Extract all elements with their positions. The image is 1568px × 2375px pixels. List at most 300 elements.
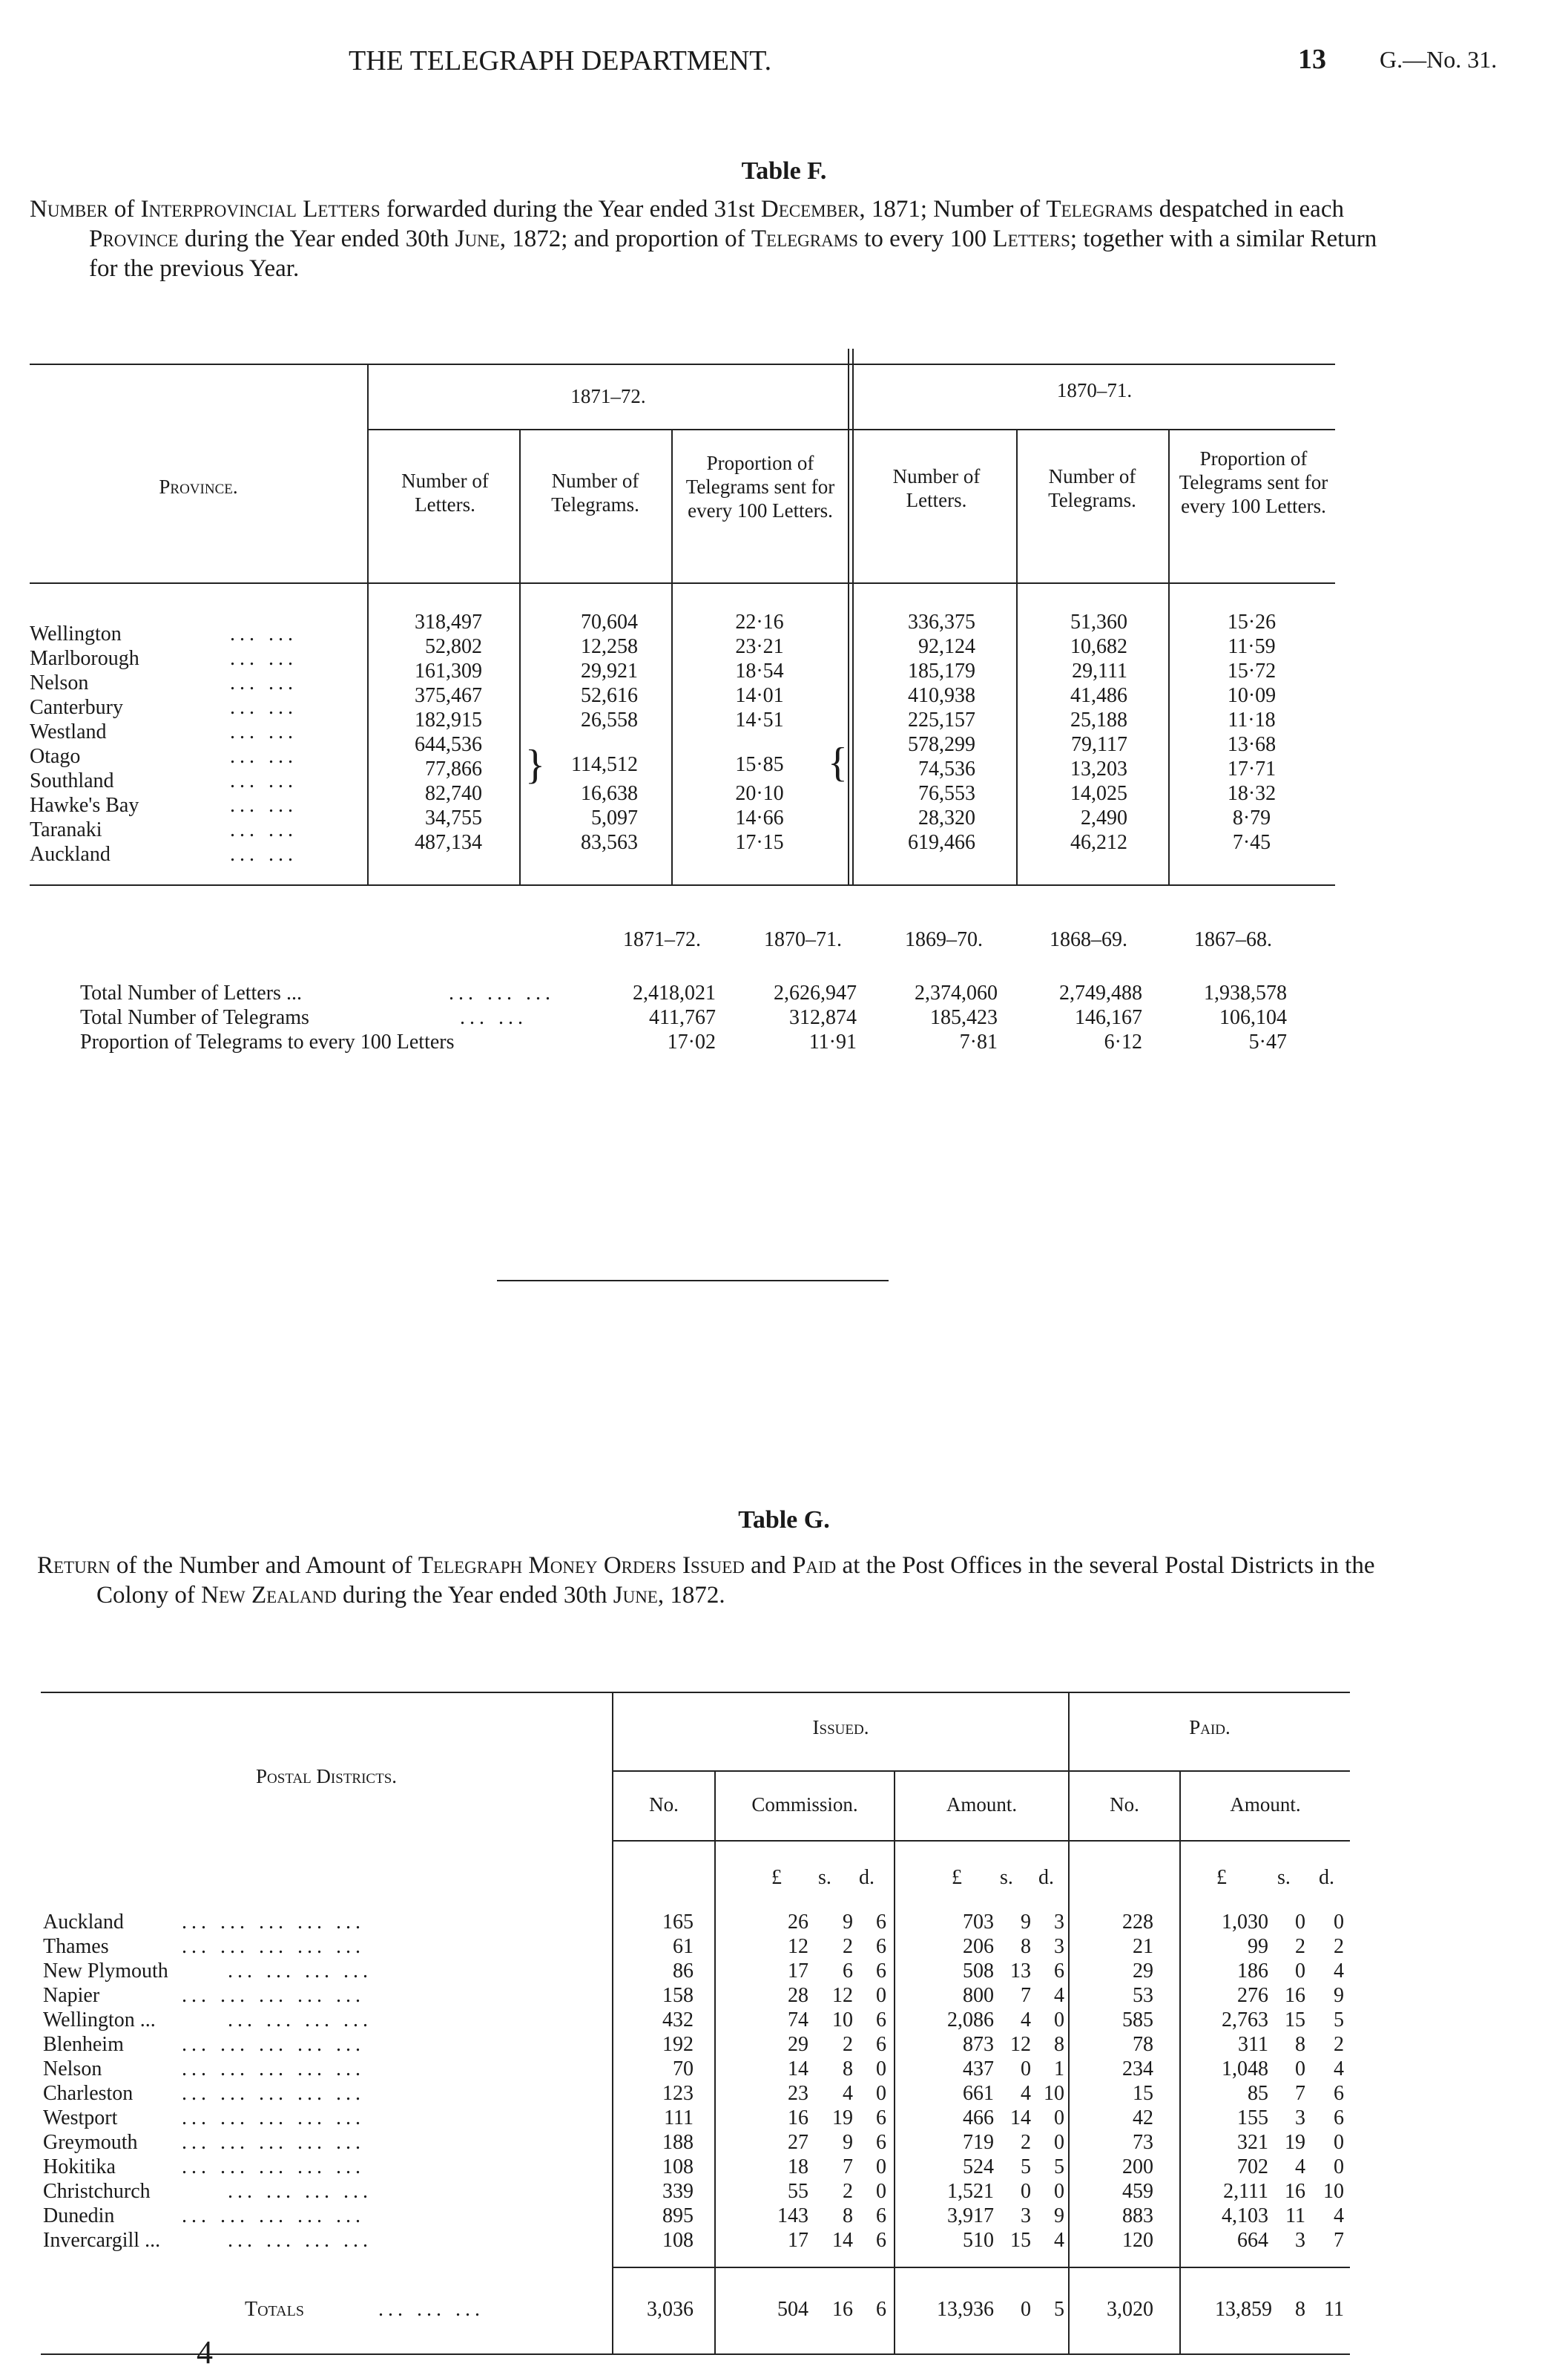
letters-1870-71-cell: 225,157 xyxy=(908,709,975,732)
paid-amount-pounds-cell: 702 xyxy=(1237,2155,1268,2178)
description-segment: despatched in each xyxy=(1153,196,1344,223)
district-cell: Thames xyxy=(43,1935,109,1958)
section-divider xyxy=(497,1280,889,1281)
paid-amount-shillings-cell: 3 xyxy=(1295,2106,1305,2129)
totals-amount-pounds: 13,936 xyxy=(937,2298,994,2321)
currency-unit-header: £ xyxy=(952,1866,962,1889)
leader-dots: ... ... xyxy=(230,623,297,646)
issued-amount-shillings-cell: 8 xyxy=(1021,1935,1031,1958)
issued-amount-shillings-cell: 7 xyxy=(1021,1984,1031,2007)
issued-number-cell: 61 xyxy=(673,1935,694,1958)
district-cell: Christchurch xyxy=(43,2180,151,2203)
issued-number-cell: 192 xyxy=(662,2033,694,2056)
page-number: 13 xyxy=(1298,44,1326,75)
paid-amount-shillings-cell: 3 xyxy=(1295,2229,1305,2252)
paid-amount-pounds-cell: 321 xyxy=(1237,2131,1268,2154)
summary-value: 312,874 xyxy=(789,1006,857,1029)
paid-number-cell: 73 xyxy=(1133,2131,1153,2154)
telegrams-1870-71-cell: 51,360 xyxy=(1070,611,1127,634)
paid-amount-pence-cell: 4 xyxy=(1334,1960,1344,1983)
leader-dots: ... ... ... ... ... xyxy=(182,1911,365,1934)
paid-amount-shillings-cell: 19 xyxy=(1285,2131,1305,2154)
proportion-1870-71-cell: 13·68 xyxy=(1227,733,1277,756)
paid-amount-pence-cell: 9 xyxy=(1334,1984,1344,2007)
commission-pounds-cell: 26 xyxy=(788,1911,808,1934)
description-segment: of the Number and Amount of xyxy=(110,1552,418,1579)
province-cell: Wellington xyxy=(30,623,122,646)
totals-amount-pence: 5 xyxy=(1054,2298,1064,2321)
paid-number-cell: 53 xyxy=(1133,1984,1153,2007)
description-segment: Telegrams xyxy=(1046,196,1153,223)
commission-shillings-cell: 2 xyxy=(843,1935,853,1958)
letters-1871-72-cell: 487,134 xyxy=(415,831,482,854)
commission-pounds-cell: 27 xyxy=(788,2131,808,2154)
telegrams-1870-71-cell: 41,486 xyxy=(1070,684,1127,707)
paid-amount-pence-cell: 0 xyxy=(1334,2131,1344,2154)
proportion-1871-72-cell: 14·51 xyxy=(735,709,784,732)
commission-shillings-cell: 8 xyxy=(843,2204,853,2227)
table-f-description xyxy=(30,194,1402,283)
district-cell: Blenheim xyxy=(43,2033,124,2056)
leader-dots: ... ... ... ... ... xyxy=(182,1935,365,1958)
paid-no-header: No. xyxy=(1110,1793,1139,1816)
province-cell: Canterbury xyxy=(30,696,123,719)
paid-number-cell: 15 xyxy=(1133,2082,1153,2105)
issued-amount-pence-cell: 4 xyxy=(1054,2229,1064,2252)
proportion-1871-72-cell: 14·01 xyxy=(735,684,784,707)
issued-amount-pounds-cell: 437 xyxy=(963,2057,994,2080)
paid-amount-pounds-cell: 99 xyxy=(1248,1935,1268,1958)
paid-amount-shillings-cell: 0 xyxy=(1295,1960,1305,1983)
table-g-caption: Table G. xyxy=(738,1506,830,1534)
summary-label: Total Number of Letters ... xyxy=(80,982,302,1005)
proportion-1870-71-cell: 10·09 xyxy=(1227,684,1277,707)
paid-amount-shillings-cell: 16 xyxy=(1285,2180,1305,2203)
issued-amount-pounds-cell: 703 xyxy=(963,1911,994,1934)
commission-header: Commission. xyxy=(751,1793,858,1816)
telegrams-1870-71-cell: 79,117 xyxy=(1071,733,1127,756)
issued-amount-pence-cell: 6 xyxy=(1054,1960,1064,1983)
summary-year-header: 1868–69. xyxy=(1050,928,1127,951)
issued-number-cell: 158 xyxy=(662,1984,694,2007)
letters-1870-71-cell: 410,938 xyxy=(908,684,975,707)
summary-year-header: 1869–70. xyxy=(905,928,983,951)
paid-amount-shillings-cell: 0 xyxy=(1295,2057,1305,2080)
leader-dots: ... ... xyxy=(230,769,297,792)
document-reference: G.—No. 31. xyxy=(1380,46,1498,73)
telegrams-1871-72-cell: 70,604 xyxy=(581,611,638,634)
issued-amount-shillings-cell: 0 xyxy=(1021,2180,1031,2203)
description-segment: Paid xyxy=(792,1552,837,1579)
commission-pounds-cell: 17 xyxy=(788,1960,808,1983)
letters-1871-72-cell: 375,467 xyxy=(415,684,482,707)
issued-amount-shillings-cell: 2 xyxy=(1021,2131,1031,2154)
summary-year-header: 1867–68. xyxy=(1194,928,1272,951)
totals-commission-shillings: 16 xyxy=(832,2298,853,2321)
commission-shillings-cell: 12 xyxy=(832,1984,853,2007)
leader-dots: ... ... ... ... ... xyxy=(182,2057,365,2080)
commission-pounds-cell: 143 xyxy=(777,2204,808,2227)
commission-pounds-cell: 28 xyxy=(788,1984,808,2007)
commission-pence-cell: 0 xyxy=(876,2057,886,2080)
telegrams-1870-71-cell: 25,188 xyxy=(1070,709,1127,732)
commission-pounds-cell: 23 xyxy=(788,2082,808,2105)
description-segment: , 1872; and proportion of xyxy=(499,226,751,252)
letters-header-1870-71: Number of Letters. xyxy=(892,465,981,511)
commission-pence-cell: 0 xyxy=(876,1984,886,2007)
district-cell: Dunedin xyxy=(43,2204,115,2227)
currency-unit-header: £ xyxy=(771,1866,782,1889)
commission-pence-cell: 6 xyxy=(876,2033,886,2056)
leader-dots: ... ... ... ... ... xyxy=(182,2106,365,2129)
province-cell: Marlborough xyxy=(30,647,139,670)
currency-unit-header: s. xyxy=(1277,1866,1291,1889)
letters-1870-71-cell: 185,179 xyxy=(908,660,975,683)
province-cell: Nelson xyxy=(30,671,89,694)
commission-pence-cell: 6 xyxy=(876,2008,886,2031)
province-cell: Westland xyxy=(30,720,107,743)
telegrams-1870-71-cell: 14,025 xyxy=(1070,782,1127,805)
commission-pounds-cell: 18 xyxy=(788,2155,808,2178)
leader-dots: ... ... xyxy=(230,720,297,743)
telegrams-1871-72-cell: 26,558 xyxy=(581,709,638,732)
summary-value: 2,749,488 xyxy=(1059,982,1142,1005)
proportion-header-1870-71: Proportion of Telegrams sent for every 100 Letters. xyxy=(1179,447,1328,517)
leader-dots: ... ... ... ... xyxy=(228,2229,372,2252)
issued-amount-pounds-cell: 524 xyxy=(963,2155,994,2178)
summary-label: Proportion of Telegrams to every 100 Letters xyxy=(80,1031,455,1054)
issued-number-cell: 123 xyxy=(662,2082,694,2105)
commission-pounds-cell: 74 xyxy=(788,2008,808,2031)
telegrams-1871-72-cell: 52,616 xyxy=(581,684,638,707)
proportion-1871-72-cell: 14·66 xyxy=(735,807,784,830)
paid-number-cell: 29 xyxy=(1133,1960,1153,1983)
currency-unit-header: d. xyxy=(1038,1866,1054,1889)
issued-header: Issued. xyxy=(812,1716,869,1738)
issued-amount-pence-cell: 0 xyxy=(1054,2131,1064,2154)
commission-shillings-cell: 14 xyxy=(832,2229,853,2252)
issued-amount-header: Amount. xyxy=(946,1793,1018,1816)
telegrams-header-1871-72: Number of Telegrams. xyxy=(551,470,639,516)
issued-amount-pounds-cell: 466 xyxy=(963,2106,994,2129)
issued-number-cell: 432 xyxy=(662,2008,694,2031)
commission-pounds-cell: 12 xyxy=(788,1935,808,1958)
summary-value: 2,374,060 xyxy=(915,982,998,1005)
paid-number-cell: 228 xyxy=(1122,1911,1153,1934)
proportion-1870-71-cell: 17·71 xyxy=(1227,758,1277,781)
summary-value: 11·91 xyxy=(808,1031,857,1054)
issued-amount-pounds-cell: 800 xyxy=(963,1984,994,2007)
paid-amount-pence-cell: 2 xyxy=(1334,2033,1344,2056)
leader-dots: ... ... ... ... ... xyxy=(182,2082,365,2105)
paid-number-cell: 120 xyxy=(1122,2229,1153,2252)
printers-mark: 4 xyxy=(197,2334,213,2371)
commission-shillings-cell: 9 xyxy=(843,2131,853,2154)
commission-pence-cell: 6 xyxy=(876,1935,886,1958)
description-segment: Province xyxy=(89,226,179,252)
issued-amount-pence-cell: 5 xyxy=(1054,2155,1064,2178)
district-cell: Hokitika xyxy=(43,2155,116,2178)
description-segment: ; together with a similar Return for the previous Year. xyxy=(89,226,1377,282)
province-cell: Otago xyxy=(30,745,81,768)
letters-1870-71-cell: 619,466 xyxy=(908,831,975,854)
issued-amount-shillings-cell: 15 xyxy=(1010,2229,1031,2252)
proportion-1871-72-cell: 17·15 xyxy=(735,831,784,854)
leader-dots: ... ... ... ... xyxy=(228,1960,372,1983)
issued-amount-pence-cell: 0 xyxy=(1054,2008,1064,2031)
paid-amount-shillings-cell: 0 xyxy=(1295,1911,1305,1934)
telegrams-1871-72-cell: 29,921 xyxy=(581,660,638,683)
district-cell: Greymouth xyxy=(43,2131,138,2154)
paid-amount-pence-cell: 0 xyxy=(1334,1911,1344,1934)
commission-shillings-cell: 8 xyxy=(843,2057,853,2080)
description-segment: June xyxy=(455,226,500,252)
telegrams-1871-72-cell: 83,563 xyxy=(581,831,638,854)
telegrams-1870-71-cell: 46,212 xyxy=(1070,831,1127,854)
paid-amount-pounds-cell: 1,048 xyxy=(1222,2057,1268,2080)
issued-number-cell: 86 xyxy=(673,1960,694,1983)
issued-amount-pounds-cell: 508 xyxy=(963,1960,994,1983)
proportion-1870-71-cell: 15·26 xyxy=(1227,611,1277,634)
currency-unit-header: s. xyxy=(1000,1866,1013,1889)
district-cell: Charleston xyxy=(43,2082,134,2105)
letters-1871-72-cell: 52,802 xyxy=(425,635,482,658)
issued-amount-pence-cell: 10 xyxy=(1044,2082,1064,2105)
proportion-1870-71-cell: 8·79 xyxy=(1232,807,1271,830)
totals-commission-pence: 6 xyxy=(876,2298,886,2321)
summary-value: 2,626,947 xyxy=(774,982,857,1005)
issued-number-cell: 188 xyxy=(662,2131,694,2154)
letters-header-1871-72: Number of Letters. xyxy=(401,470,489,516)
issued-amount-shillings-cell: 5 xyxy=(1021,2155,1031,2178)
province-cell: Taranaki xyxy=(30,818,102,841)
table-g-description xyxy=(37,1551,1409,1610)
description-segment: Return xyxy=(37,1552,111,1579)
totals-amount-shillings: 0 xyxy=(1021,2298,1031,2321)
issued-number-cell: 165 xyxy=(662,1911,694,1934)
commission-shillings-cell: 19 xyxy=(832,2106,853,2129)
leader-dots: ... ... xyxy=(230,818,297,841)
description-segment: Telegrams xyxy=(751,226,858,252)
paid-amount-pounds-cell: 2,763 xyxy=(1222,2008,1268,2031)
paid-amount-shillings-cell: 15 xyxy=(1285,2008,1305,2031)
proportion-1870-71-cell: 7·45 xyxy=(1232,831,1271,854)
description-segment: December xyxy=(760,196,860,223)
paid-amount-pence-cell: 4 xyxy=(1334,2057,1344,2080)
description-segment: Telegraph Money Orders Issued xyxy=(418,1552,745,1579)
letters-1871-72-cell: 34,755 xyxy=(425,807,482,830)
commission-pounds-cell: 16 xyxy=(788,2106,808,2129)
leader-dots: ... ... ... ... xyxy=(228,2008,372,2031)
paid-amount-shillings-cell: 2 xyxy=(1295,1935,1305,1958)
paid-amount-pence-cell: 6 xyxy=(1334,2082,1344,2105)
paid-number-cell: 78 xyxy=(1133,2033,1153,2056)
paid-amount-pence-cell: 5 xyxy=(1334,2008,1344,2031)
paid-amount-pounds-cell: 2,111 xyxy=(1223,2180,1268,2203)
letters-1870-71-cell: 74,536 xyxy=(918,758,975,781)
paid-amount-pence-cell: 0 xyxy=(1334,2155,1344,2178)
issued-amount-pounds-cell: 1,521 xyxy=(947,2180,994,2203)
district-cell: Napier xyxy=(43,1984,100,2007)
proportion-1870-71-cell: 11·18 xyxy=(1228,709,1276,732)
commission-pounds-cell: 14 xyxy=(788,2057,808,2080)
paid-header: Paid. xyxy=(1189,1716,1231,1738)
summary-value: 185,423 xyxy=(930,1006,998,1029)
summary-value: 1,938,578 xyxy=(1204,982,1287,1005)
letters-1870-71-cell: 28,320 xyxy=(918,807,975,830)
district-cell: Auckland xyxy=(43,1911,124,1934)
issued-amount-pence-cell: 1 xyxy=(1054,2057,1064,2080)
currency-unit-header: s. xyxy=(818,1866,831,1889)
issued-amount-pounds-cell: 510 xyxy=(963,2229,994,2252)
summary-value: 106,104 xyxy=(1219,1006,1287,1029)
paid-amount-shillings-cell: 4 xyxy=(1295,2155,1305,2178)
leader-dots: ... ... xyxy=(230,696,297,719)
commission-shillings-cell: 10 xyxy=(832,2008,853,2031)
paid-amount-shillings-cell: 16 xyxy=(1285,1984,1305,2007)
commission-pence-cell: 6 xyxy=(876,1960,886,1983)
paid-number-cell: 21 xyxy=(1133,1935,1153,1958)
letters-1870-71-cell: 92,124 xyxy=(918,635,975,658)
leader-dots: ... ... xyxy=(230,745,297,768)
paid-amount-pounds-cell: 186 xyxy=(1237,1960,1268,1983)
issued-amount-shillings-cell: 0 xyxy=(1021,2057,1031,2080)
totals-commission-pounds: 504 xyxy=(777,2298,808,2321)
paid-amount-pounds-cell: 155 xyxy=(1237,2106,1268,2129)
commission-pence-cell: 0 xyxy=(876,2082,886,2105)
issued-amount-pence-cell: 0 xyxy=(1054,2180,1064,2203)
summary-value: 6·12 xyxy=(1104,1031,1142,1054)
period-1871-72-header: 1871–72. xyxy=(570,385,646,407)
paid-number-cell: 42 xyxy=(1133,2106,1153,2129)
totals-label: Totals xyxy=(245,2298,304,2321)
district-cell: New Plymouth xyxy=(43,1960,168,1983)
paid-amount-header: Amount. xyxy=(1230,1793,1301,1816)
paid-amount-pence-cell: 10 xyxy=(1323,2180,1344,2203)
paid-amount-pounds-cell: 4,103 xyxy=(1222,2204,1268,2227)
totals-paid-pounds: 13,859 xyxy=(1215,2298,1272,2321)
district-cell: Westport xyxy=(43,2106,118,2129)
proportion-1870-71-cell: 15·72 xyxy=(1227,660,1277,683)
summary-value: 2,418,021 xyxy=(633,982,716,1005)
commission-pence-cell: 6 xyxy=(876,2131,886,2154)
description-segment: to every 100 xyxy=(857,226,993,252)
issued-amount-pounds-cell: 661 xyxy=(963,2082,994,2105)
otago-southland-brace-1870-71: { xyxy=(828,740,848,786)
table-f-caption: Table F. xyxy=(741,157,827,185)
summary-value: 5·47 xyxy=(1248,1031,1287,1054)
description-segment: June xyxy=(613,1582,658,1609)
commission-pence-cell: 0 xyxy=(876,2180,886,2203)
commission-shillings-cell: 9 xyxy=(843,1911,853,1934)
issued-amount-shillings-cell: 9 xyxy=(1021,1911,1031,1934)
issued-amount-pence-cell: 8 xyxy=(1054,2033,1064,2056)
leader-dots: ... ... xyxy=(230,794,297,817)
district-cell: Invercargill ... xyxy=(43,2229,161,2252)
commission-pence-cell: 0 xyxy=(876,2155,886,2178)
issued-number-cell: 108 xyxy=(662,2229,694,2252)
telegrams-1870-71-cell: 10,682 xyxy=(1070,635,1127,658)
paid-amount-shillings-cell: 11 xyxy=(1285,2204,1305,2227)
issued-amount-shillings-cell: 12 xyxy=(1010,2033,1031,2056)
issued-number-cell: 339 xyxy=(662,2180,694,2203)
telegrams-1871-72-cell: 16,638 xyxy=(581,782,638,805)
commission-shillings-cell: 7 xyxy=(843,2155,853,2178)
issued-amount-pence-cell: 9 xyxy=(1054,2204,1064,2227)
description-segment: and xyxy=(744,1552,793,1579)
summary-value: 146,167 xyxy=(1075,1006,1142,1029)
district-cell: Nelson xyxy=(43,2057,102,2080)
letters-1870-71-cell: 76,553 xyxy=(918,782,975,805)
paid-amount-pence-cell: 6 xyxy=(1334,2106,1344,2129)
telegrams-1871-72-cell: 5,097 xyxy=(591,807,638,830)
paid-number-cell: 459 xyxy=(1122,2180,1153,2203)
leader-dots: ... ... ... ... xyxy=(228,2180,372,2203)
paid-amount-pence-cell: 4 xyxy=(1334,2204,1344,2227)
telegrams-1870-71-cell: 13,203 xyxy=(1070,758,1127,781)
summary-year-header: 1870–71. xyxy=(764,928,842,951)
leader-dots: ... ... xyxy=(460,1006,527,1029)
paid-amount-shillings-cell: 7 xyxy=(1295,2082,1305,2105)
otago-southland-telegrams: 114,512 xyxy=(571,753,638,776)
letters-1870-71-cell: 336,375 xyxy=(908,611,975,634)
issued-amount-pence-cell: 4 xyxy=(1054,1984,1064,2007)
description-segment: during the Year ended 30th xyxy=(178,226,455,252)
issued-amount-shillings-cell: 14 xyxy=(1010,2106,1031,2129)
running-title: THE TELEGRAPH DEPARTMENT. xyxy=(349,45,772,76)
description-segment: of xyxy=(108,196,141,223)
leader-dots: ... ... xyxy=(230,843,297,866)
description-segment: Letters xyxy=(992,226,1070,252)
paid-amount-pounds-cell: 85 xyxy=(1248,2082,1268,2105)
issued-amount-pence-cell: 0 xyxy=(1054,2106,1064,2129)
commission-shillings-cell: 6 xyxy=(843,1960,853,1983)
commission-shillings-cell: 4 xyxy=(843,2082,853,2105)
currency-unit-header: d. xyxy=(1319,1866,1334,1889)
commission-pounds-cell: 29 xyxy=(788,2033,808,2056)
telegrams-1870-71-cell: 29,111 xyxy=(1072,660,1127,683)
description-segment: at the Post Offices in the several Postal Districts in the Colony of xyxy=(96,1552,1375,1609)
totals-issued-number: 3,036 xyxy=(647,2298,694,2321)
totals-paid-shillings: 8 xyxy=(1295,2298,1305,2321)
proportion-1870-71-cell: 18·32 xyxy=(1227,782,1277,805)
paid-amount-pounds-cell: 1,030 xyxy=(1222,1911,1268,1934)
province-cell: Auckland xyxy=(30,843,111,866)
description-segment: during the Year ended 30th xyxy=(336,1582,613,1609)
paid-number-cell: 234 xyxy=(1122,2057,1153,2080)
description-segment: Number xyxy=(30,196,108,223)
issued-amount-pounds-cell: 2,086 xyxy=(947,2008,994,2031)
description-segment: , 1871; Number of xyxy=(859,196,1047,223)
leader-dots: ... ... ... ... ... xyxy=(182,2204,365,2227)
letters-1870-71-cell: 578,299 xyxy=(908,733,975,756)
description-segment: Interprovincial Letters xyxy=(140,196,381,223)
leader-dots: ... ... ... xyxy=(449,982,555,1005)
issued-amount-shillings-cell: 4 xyxy=(1021,2082,1031,2105)
issued-amount-shillings-cell: 3 xyxy=(1021,2204,1031,2227)
paid-amount-pence-cell: 2 xyxy=(1334,1935,1344,1958)
proportion-1871-72-cell: 23·21 xyxy=(735,635,784,658)
proportion-1871-72-cell: 18·54 xyxy=(735,660,784,683)
province-header: Province. xyxy=(159,476,238,498)
issued-no-header: No. xyxy=(649,1793,679,1816)
proportion-1871-72-cell: 20·10 xyxy=(735,782,784,805)
summary-year-header: 1871–72. xyxy=(623,928,701,951)
telegrams-1870-71-cell: 2,490 xyxy=(1081,807,1127,830)
commission-pounds-cell: 17 xyxy=(788,2229,808,2252)
letters-1871-72-cell: 644,536 xyxy=(415,733,482,756)
commission-pence-cell: 6 xyxy=(876,2106,886,2129)
